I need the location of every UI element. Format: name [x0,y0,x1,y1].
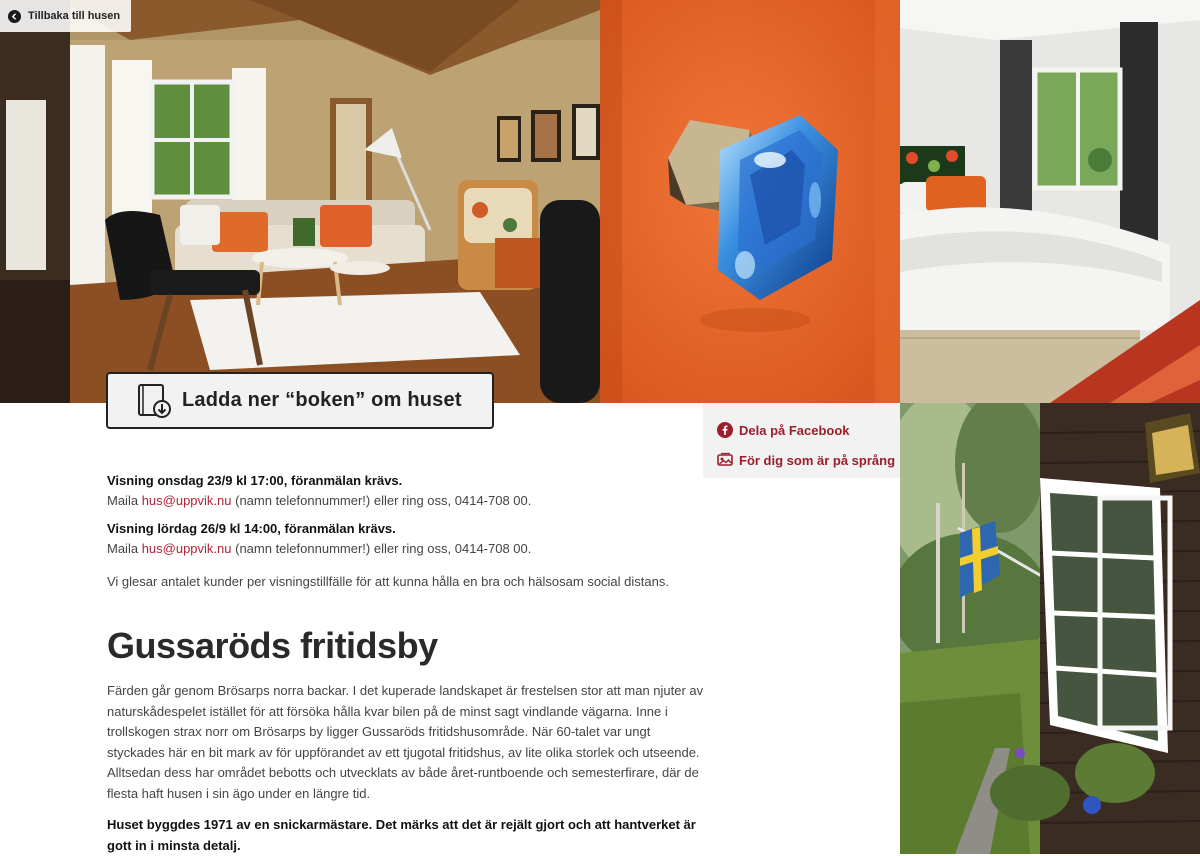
share-facebook-link[interactable] [717,415,900,445]
facebook-icon [717,422,733,438]
main-content [107,471,707,856]
page-title: Gussaröds fritidsby [107,625,438,666]
share-panel [703,403,900,478]
viewing-contact-prefix: Maila [107,541,142,556]
viewing-contact-prefix: Maila [107,493,142,508]
download-book-label: Ladda ner “boken” om huset [182,389,462,411]
distance-notice: Vi glesar antalet kunder per visningstillfälle för att kunna hålla en bra och hälsosam social distans. [107,574,669,589]
viewing-block [107,471,707,511]
viewing-title: Visning onsdag 23/9 kl 17:00, föranmälan krävs. [107,473,403,488]
email-link[interactable]: hus@uppvik.nu [141,493,232,508]
mobile-share-icon [717,452,733,468]
back-arrow-icon [8,10,21,23]
share-mobile-link[interactable] [717,445,900,475]
share-facebook-label: Dela på Facebook [739,422,850,438]
back-link-label: Tillbaka till husen [28,10,121,22]
bedroom-photo [900,0,1200,403]
viewing-block [107,519,707,559]
download-book-button[interactable] [106,372,494,429]
book-download-icon [136,382,174,420]
back-to-houses-link[interactable] [0,0,131,32]
viewing-contact-suffix: (namn telefonnummer!) eller ring oss, 0414-708 00. [231,541,532,556]
viewing-contact [107,491,707,511]
highlight-paragraph: Huset byggdes 1971 av en snickarmästare. Det märks att det är rejält gjort och att hantverket är gott in i minsta detalj. [107,817,696,853]
intro-paragraph: Färden går genom Brösarps norra backar. I det kuperade landskapet är frestelsen stor att man njuter av naturskådespelet istället för att försöka hålla kvar bilen på de minst sagt vindlande vägarna. Inne i trollskogen strax norr om Brösarps by ligger Gussaröds fritidshusområde. När 60-talet var ungt styckades här en bit mark av för uppförandet av ett tjugotal fritidshus, av lite olika storlek och utseende. Alltsedan dess har området bebotts och utvecklats av både året-runtboende och semesterfirare, där de flesta haft husen i sin ägo under en längre tid. [107,683,704,801]
viewing-title: Visning lördag 26/9 kl 14:00, föranmälan krävs. [107,521,396,536]
glass-knob-photo [600,0,900,403]
viewing-contact [107,539,707,559]
living-room-photo [0,0,600,403]
viewing-contact-suffix: (namn telefonnummer!) eller ring oss, 0414-708 00. [231,493,532,508]
email-link[interactable]: hus@uppvik.nu [141,541,232,556]
share-mobile-label: För dig som är på språng [739,452,896,468]
house-exterior-photo [900,403,1200,854]
